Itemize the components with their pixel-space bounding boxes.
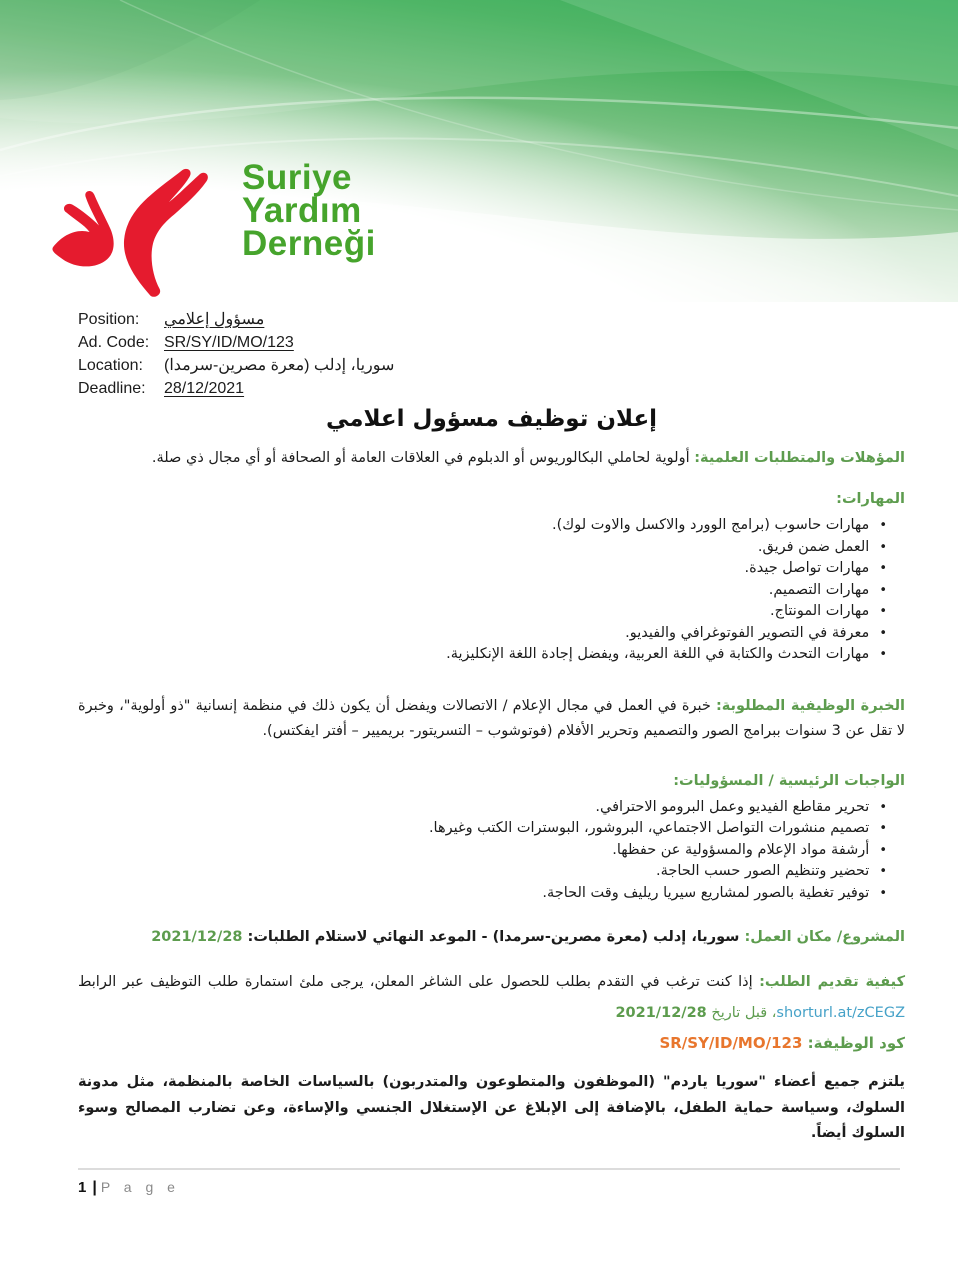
organization-logo [42, 160, 376, 298]
experience-text: خبرة في العمل في مجال الإعلام / الاتصالات ويفضل أن يكون ذلك في منظمة إنسانية "ذو أولوية"، وخبرة لا تقل عن 3 سنوات ببرامج الصور والتصميم وتحرير الأفلام (فوتوشوب – التسريتور- بريميير – أفتر ايفكتس). [78, 697, 905, 740]
application-form-link[interactable]: shorturl.at/zCEGZ [776, 1004, 905, 1021]
list-item: • مهارات المونتاج. [78, 601, 887, 623]
qualifications-text: أولوية لحاملي البكالوريوس أو الدبلوم في العلاقات العامة أو الصحافة أو أي مجال ذي صلة. [151, 450, 690, 466]
page-number: 1 [78, 1179, 87, 1196]
logo-line-1: Suriye [242, 158, 352, 197]
list-item: • تصميم منشورات التواصل الاجتماعي، البروشور، البوسترات الكتب وغيرها. [78, 818, 887, 840]
apply-text: إذا كنت ترغب في التقدم بطلب للحصول على الشاغر المعلن، يرجى ملئ استمارة طلب التوظيف عبر الرابط [78, 974, 760, 991]
location-label: Location: [78, 357, 143, 374]
project-deadline-date: 2021/12/28 [151, 929, 243, 946]
job-code-heading: كود الوظيفة: [802, 1034, 905, 1053]
job-info-block [78, 308, 905, 400]
location-value: سوريا، إدلب (معرة مصرين-سرمدا) [164, 357, 395, 374]
page-footer [78, 1168, 900, 1197]
document-body [0, 302, 958, 1147]
list-item: • تحضير وتنظيم الصور حسب الحاجة. [78, 861, 887, 883]
policy-paragraph: يلتزم جميع أعضاء "سوريا ياردم" (الموظفون والمتطوعون والمتدربون) بالسياسات الخاصة بالمنظمة، مثل مدونة السلوك، وسياسة حماية الطفل، بالإضافة إلى الإبلاغ عن الإستغلال الجنسي والإساءة، وعن تضارب المصالح وسوء السلوك أيضاً. [78, 1074, 905, 1142]
how-to-apply-paragraph [78, 967, 905, 1028]
deadline-value: 28/12/2021 [164, 380, 245, 397]
project-heading: المشروع/ مكان العمل: [744, 929, 905, 946]
skills-list [78, 515, 905, 666]
qualifications-paragraph [78, 446, 905, 471]
apply-before-date-text: ، قبل تاريخ [706, 1004, 777, 1021]
list-item: • توفير تغطية بالصور لمشاريع سيريا ريليف وقت الحاجة. [78, 883, 887, 905]
duties-heading: الواجبات الرئيسية / المسؤوليات: [673, 772, 905, 789]
position-label: Position: [78, 311, 140, 328]
qualifications-heading: المؤهلات والمتطلبات العلمية: [694, 450, 905, 466]
list-item: • مهارات حاسوب (برامج الوورد والاكسل والاوت لوك). [78, 515, 887, 537]
deadline-label: Deadline: [78, 380, 146, 397]
project-deadline-label: الموعد النهائي لاستلام الطلبات: [242, 929, 477, 946]
project-location-line [78, 926, 905, 949]
logo-line-2: Yardım [242, 190, 362, 230]
job-code-value: SR/SY/ID/MO/123 [659, 1034, 803, 1053]
location-row [78, 354, 905, 377]
apply-date: 2021/12/28 [615, 1004, 707, 1021]
project-location-text: سوريا، إدلب (معرة مصرين-سرمدا) - [476, 929, 745, 946]
footer-separator: | [92, 1179, 97, 1196]
page-title: إعلان توظيف مسؤول اعلامي [325, 406, 658, 432]
logo-line-3: Derneği [242, 223, 376, 263]
list-item: • مهارات تواصل جيدة. [78, 558, 887, 580]
job-code-line [78, 1030, 905, 1056]
list-item: • أرشفة مواد الإعلام والمسؤولية عن حفظها. [78, 840, 887, 862]
list-item: • معرفة في التصوير الفوتوغرافي والفيديو. [78, 623, 887, 645]
list-item: • العمل ضمن فريق. [78, 537, 887, 559]
page-word: P a g e [100, 1179, 180, 1195]
position-value: مسؤول إعلامي [164, 311, 265, 328]
header-banner [0, 0, 958, 302]
duties-list [78, 797, 905, 905]
skills-heading: المهارات: [836, 491, 905, 508]
apply-heading: كيفية تقديم الطلب: [759, 974, 905, 991]
organization-name [242, 158, 376, 263]
red-hands-icon [42, 166, 238, 298]
ad-code-value: SR/SY/ID/MO/123 [164, 334, 294, 351]
list-item: • مهارات التصميم. [78, 580, 887, 602]
deadline-row [78, 377, 905, 400]
ad-code-label: Ad. Code: [78, 334, 150, 351]
experience-heading: الخبرة الوظيفية المطلوبة: [715, 697, 905, 714]
list-item: • تحرير مقاطع الفيديو وعمل البرومو الاحترافي. [78, 797, 887, 819]
position-row [78, 308, 905, 331]
experience-paragraph [78, 694, 905, 745]
ad-code-row [78, 331, 905, 354]
list-item: • مهارات التحدث والكتابة في اللغة العربية، ويفضل إجادة اللغة الإنكليزية. [78, 644, 887, 666]
